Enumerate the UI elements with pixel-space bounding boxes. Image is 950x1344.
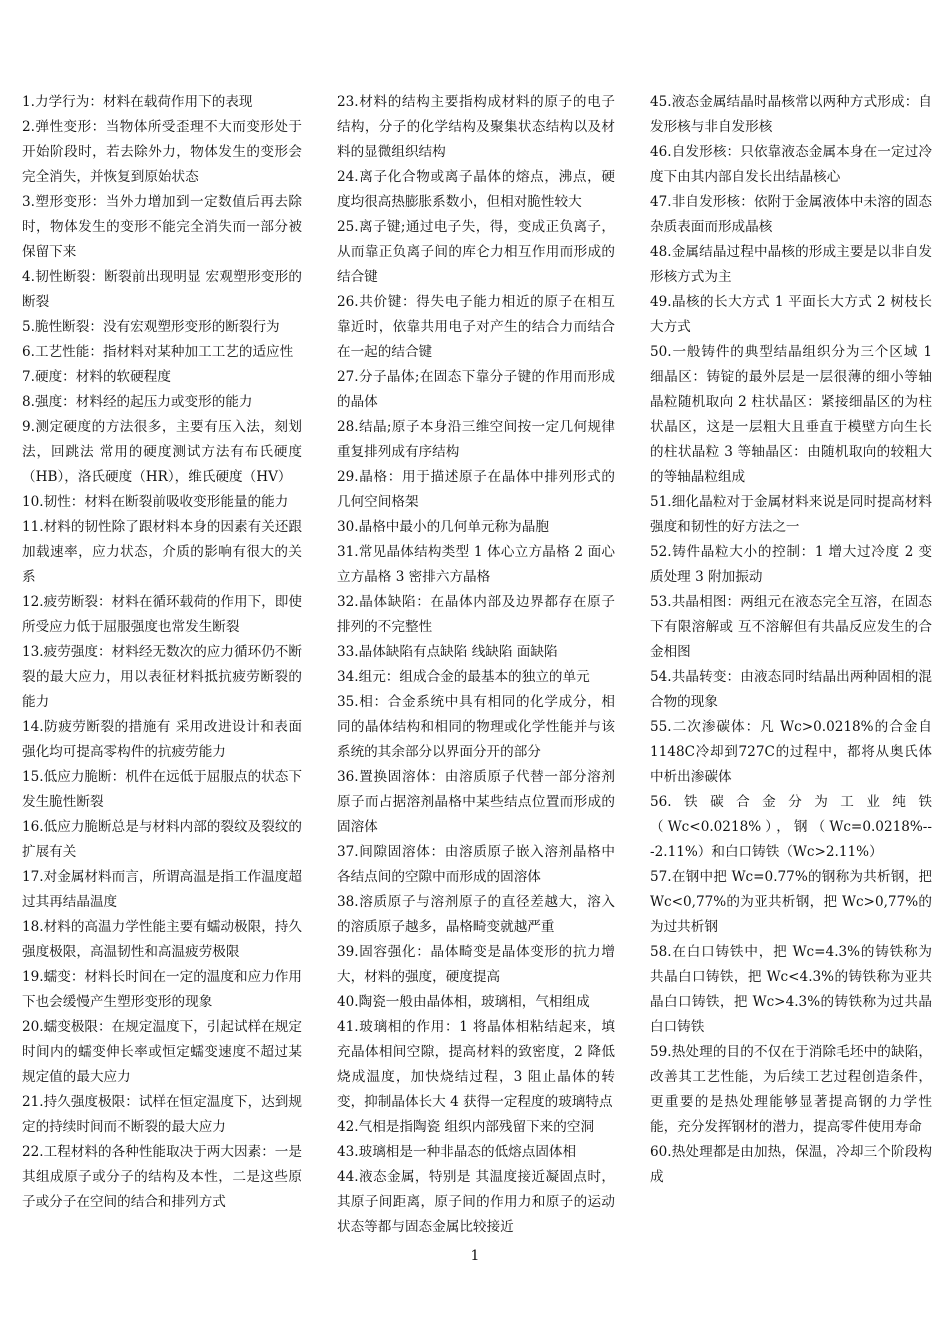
list-item: 38.溶质原子与溶剂原子的直径差越大，溶入的溶质原子越多，晶格畸变就越严重 xyxy=(337,894,615,935)
list-item: 51.细化晶粒对于金属材料来说是同时提高材料强度和韧性的好方法之一 xyxy=(650,494,932,535)
list-item: 50.一般铸件的典型结晶组织分为三个区域 1 细晶区：铸锭的最外层是一层很薄的细小等轴晶粒随机取向 2 柱状晶区：紧接细晶区的为柱状晶区，这是一层粗大且垂直于模壁方向生长的柱状晶粒 3 等轴晶区：由随机取向的较粗大的等轴晶粒组成 xyxy=(650,344,932,485)
list-item: 15.低应力脆断：机件在远低于屈服点的状态下发生脆性断裂 xyxy=(22,769,302,810)
list-item: 11.材料的韧性除了跟材料本身的因素有关还跟加载速率，应力状态，介质的影响有很大的关系 xyxy=(22,519,302,585)
text-column-left xyxy=(22,90,302,1215)
list-item: 8.强度：材料经的起压力或变形的能力 xyxy=(22,394,253,410)
list-item: 21.持久强度极限：试样在恒定温度下，达到规定的持续时间而不断裂的最大应力 xyxy=(22,1094,302,1135)
list-item: 16.低应力脆断总是与材料内部的裂纹及裂纹的扩展有关 xyxy=(22,819,302,860)
list-item: 24.离子化合物或离子晶体的熔点，沸点，硬度均很高热膨胀系数小，但相对脆性较大 xyxy=(337,169,615,210)
list-item: 3.塑形变形：当外力增加到一定数值后再去除时，物体发生的变形不能完全消失而一部分被保留下来 xyxy=(22,194,302,260)
list-item: 33.晶体缺陷有点缺陷 线缺陷 面缺陷 xyxy=(337,644,558,660)
list-item: 39.固容强化：晶体畸变是晶体变形的抗力增大，材料的强度，硬度提高 xyxy=(337,944,615,985)
list-item: 30.晶格中最小的几何单元称为晶胞 xyxy=(337,519,549,535)
list-item: 18.材料的高温力学性能主要有蠕动极限，持久强度极限，高温韧性和高温疲劳极限 xyxy=(22,919,302,960)
list-item: 10.韧性：材料在断裂前吸收变形能量的能力 xyxy=(22,494,289,510)
list-item: 57.在钢中把 Wc=0.77%的钢称为共析钢，把Wc<0,77%的为亚共析钢，把 Wc>0,77%的为过共析钢 xyxy=(650,869,932,935)
list-item: 29.晶格：用于描述原子在晶体中排列形式的几何空间格架 xyxy=(337,469,615,510)
list-item: 44.液态金属，特别是 其温度接近凝固点时，其原子间距离，原子间的作用力和原子的运动状态等都与固态金属比较接近 xyxy=(337,1169,615,1235)
list-item: 17.对金属材料而言，所谓高温是指工作温度超过其再结晶温度 xyxy=(22,869,302,910)
list-item: 58.在白口铸铁中，把 Wc=4.3%的铸铁称为共晶白口铸铁，把 Wc<4.3%的铸铁称为亚共晶白口铸铁，把 Wc>4.3%的铸铁称为过共晶白口铸铁 xyxy=(650,944,932,1035)
list-item: 53.共晶相图：两组元在液态完全互溶，在固态下有限溶解或 互不溶解但有共晶反应发生的合金相图 xyxy=(650,594,932,660)
list-item: 55.二次渗碳体：凡 Wc>0.0218%的合金自1148C冷却到727C的过程中，都将从奥氏体中析出渗碳体 xyxy=(650,719,932,785)
list-item: 9.测定硬度的方法很多，主要有压入法，刻划法，回跳法 常用的硬度测试方法有布氏硬度（HB），洛氏硬度（HR），维氏硬度（HV） xyxy=(22,419,302,485)
list-item: 7.硬度：材料的软硬程度 xyxy=(22,369,171,385)
list-item: 36.置换固溶体：由溶质原子代替一部分溶剂原子而占据溶剂晶格中某些结点位置而形成的固溶体 xyxy=(337,769,615,835)
list-item: 49.晶核的长大方式 1 平面长大方式 2 树枝长大方式 xyxy=(650,294,932,335)
list-item: 13.疲劳强度：材料经无数次的应力循环仍不断裂的最大应力，用以表征材料抵抗疲劳断裂的能力 xyxy=(22,644,302,710)
list-item: 45.液态金属结晶时晶核常以两种方式形成：自发形核与非自发形核 xyxy=(650,94,932,135)
list-item: 41.玻璃相的作用：1 将晶体相粘结起来，填充晶体相间空隙，提高材料的致密度，2 降低烧成温度，加快烧结过程，3 阻止晶体的转变，抑制晶体长大 4 获得一定程度的玻璃特点 xyxy=(337,1019,615,1110)
text-column-right xyxy=(650,90,932,1190)
page-number: 1 xyxy=(470,1248,480,1264)
list-item: 59.热处理的目的不仅在于消除毛坯中的缺陷，改善其工艺性能，为后续工艺过程创造条件，更重要的是热处理能够显著提高钢的力学性能，充分发挥钢材的潜力，提高零件使用寿命 xyxy=(650,1044,932,1135)
list-item: 2.弹性变形：当物体所受歪理不大而变形处于开始阶段时，若去除外力，物体发生的变形会完全消失，并恢复到原始状态 xyxy=(22,119,302,185)
list-item: 60.热处理都是由加热，保温，冷却三个阶段构成 xyxy=(650,1144,932,1185)
list-item: 35.相：合金系统中具有相同的化学成分，相同的晶体结构和相同的物理或化学性能并与该系统的其余部分以界面分开的部分 xyxy=(337,694,615,760)
list-item: 4.韧性断裂：断裂前出现明显 宏观塑形变形的断裂 xyxy=(22,269,302,310)
list-item: 42.气相是指陶瓷 组织内部残留下来的空洞 xyxy=(337,1119,595,1135)
list-item: 47.非自发形核：依附于金属液体中未溶的固态杂质表面而形成晶核 xyxy=(650,194,932,235)
list-item: 27.分子晶体;在固态下靠分子键的作用而形成的晶体 xyxy=(337,369,615,410)
list-item: 28.结晶;原子本身沿三维空间按一定几何规律重复排列成有序结构 xyxy=(337,419,615,460)
list-item: 12.疲劳断裂：材料在循环载荷的作用下，即使所受应力低于屈服强度也常发生断裂 xyxy=(22,594,302,635)
list-item: 14.防疲劳断裂的措施有 采用改进设计和表面强化均可提高零构件的抗疲劳能力 xyxy=(22,719,302,760)
list-item: 40.陶瓷一般由晶体相，玻璃相，气相组成 xyxy=(337,994,590,1010)
list-item: 22.工程材料的各种性能取决于两大因素：一是其组成原子或分子的结构及本性，二是这些原子或分子在空间的结合和排列方式 xyxy=(22,1144,302,1210)
list-item: 23.材料的结构主要指构成材料的原子的电子结构，分子的化学结构及聚集状态结构以及材料的显微组织结构 xyxy=(337,94,615,160)
list-item: 31.常见晶体结构类型 1 体心立方晶格 2 面心立方晶格 3 密排六方晶格 xyxy=(337,544,615,585)
list-item: 46.自发形核：只依靠液态金属本身在一定过冷度下由其内部自发长出结晶核心 xyxy=(650,144,932,185)
list-item: 43.玻璃相是一种非晶态的低熔点固体相 xyxy=(337,1144,577,1160)
list-item: 1.力学行为：材料在载荷作用下的表现 xyxy=(22,94,253,110)
list-item: 34.组元：组成合金的最基本的独立的单元 xyxy=(337,669,590,685)
list-item: 6.工艺性能：指材料对某种加工工艺的适应性 xyxy=(22,344,294,360)
text-column-middle xyxy=(337,90,615,1240)
list-item: 5.脆性断裂：没有宏观塑形变形的断裂行为 xyxy=(22,319,280,335)
list-item: 32.晶体缺陷：在晶体内部及边界都存在原子排列的不完整性 xyxy=(337,594,615,635)
list-item: 20.蠕变极限：在规定温度下，引起试样在规定时间内的蠕变伸长率或恒定蠕变速度不超过某规定值的最大应力 xyxy=(22,1019,302,1085)
list-item: 52.铸件晶粒大小的控制：1 增大过冷度 2 变质处理 3 附加振动 xyxy=(650,544,932,585)
list-item: 54.共晶转变：由液态同时结晶出两种固相的混合物的现象 xyxy=(650,669,932,710)
list-item: 37.间隙固溶体：由溶质原子嵌入溶剂晶格中各结点间的空隙中而形成的固溶体 xyxy=(337,844,615,885)
list-item: 25.离子键;通过电子失，得，变成正负离子，从而靠正负离子间的库仑力相互作用而形成的结合键 xyxy=(337,219,615,285)
list-item: 48.金属结晶过程中晶核的形成主要是以非自发形核方式为主 xyxy=(650,244,932,285)
list-item: 56.铁碳合金分为工业纯铁（Wc<0.0218%），钢（Wc=0.0218%---2.11%）和白口铸铁（Wc>2.11%） xyxy=(650,794,932,860)
list-item: 19.蠕变：材料长时间在一定的温度和应力作用下也会缓慢产生塑形变形的现象 xyxy=(22,969,302,1010)
list-item: 26.共价键：得失电子能力相近的原子在相互靠近时，依靠共用电子对产生的结合力而结合在一起的结合键 xyxy=(337,294,615,360)
